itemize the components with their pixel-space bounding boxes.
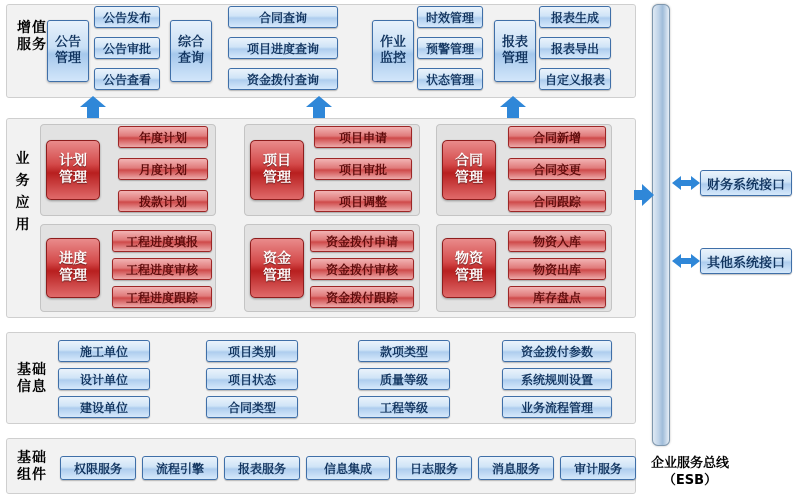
interface-other-system[interactable]: 其他系统接口 xyxy=(700,248,792,274)
esb-bar xyxy=(652,4,670,446)
arrow-up-1 xyxy=(80,96,106,118)
btn-appropriation-plan[interactable]: 拨款计划 xyxy=(118,190,208,212)
btn-announcement-view[interactable]: 公告查看 xyxy=(94,68,160,90)
btn-custom-report[interactable]: 自定义报表 xyxy=(539,68,611,90)
btn-build-unit[interactable]: 建设单位 xyxy=(58,396,150,418)
btn-contract-change[interactable]: 合同变更 xyxy=(508,158,606,180)
btn-fund-payment-params[interactable]: 资金拨付参数 xyxy=(502,340,612,362)
btn-progress-report[interactable]: 工程进度填报 xyxy=(112,230,212,252)
btn-announcement-approve[interactable]: 公告审批 xyxy=(94,37,160,59)
btn-construction-unit[interactable]: 施工单位 xyxy=(58,340,150,362)
btn-progress-review[interactable]: 工程进度审核 xyxy=(112,258,212,280)
btn-payment-type[interactable]: 款项类型 xyxy=(358,340,450,362)
btn-alert-management[interactable]: 预警管理 xyxy=(417,37,483,59)
btn-permission-service[interactable]: 权限服务 xyxy=(60,456,136,480)
btn-info-integration[interactable]: 信息集成 xyxy=(306,456,390,480)
btn-project-progress-query[interactable]: 项目进度查询 xyxy=(228,37,338,59)
btn-system-rule-setting[interactable]: 系统规则设置 xyxy=(502,368,612,390)
arrow-double-other xyxy=(672,252,700,270)
module-job-monitor[interactable]: 作业 监控 xyxy=(372,20,414,82)
btn-progress-track[interactable]: 工程进度跟踪 xyxy=(112,286,212,308)
btn-contract-type[interactable]: 合同类型 xyxy=(206,396,298,418)
band-label-business: 业 务 应 用 xyxy=(15,151,31,233)
module-material-management[interactable]: 物资 管理 xyxy=(442,238,496,298)
btn-monthly-plan[interactable]: 月度计划 xyxy=(118,158,208,180)
btn-project-category[interactable]: 项目类别 xyxy=(206,340,298,362)
btn-contract-track[interactable]: 合同跟踪 xyxy=(508,190,606,212)
module-announcement[interactable]: 公告 管理 xyxy=(47,20,89,82)
btn-contract-query[interactable]: 合同查询 xyxy=(228,6,338,28)
btn-contract-add[interactable]: 合同新增 xyxy=(508,126,606,148)
btn-annual-plan[interactable]: 年度计划 xyxy=(118,126,208,148)
arrow-right-business-to-esb xyxy=(634,184,654,206)
module-plan-management[interactable]: 计划 管理 xyxy=(46,140,100,200)
arrow-double-finance xyxy=(672,174,700,192)
esb-label: 企业服务总线 （ESB） xyxy=(650,456,729,488)
btn-material-inbound[interactable]: 物资入库 xyxy=(508,230,606,252)
btn-inventory-check[interactable]: 库存盘点 xyxy=(508,286,606,308)
btn-fund-payment-track[interactable]: 资金拨付跟踪 xyxy=(310,286,414,308)
module-contract-management[interactable]: 合同 管理 xyxy=(442,140,496,200)
band-label-basic-info: 基础 信息 xyxy=(17,362,47,395)
btn-report-generate[interactable]: 报表生成 xyxy=(539,6,611,28)
btn-report-export[interactable]: 报表导出 xyxy=(539,37,611,59)
arrow-up-2 xyxy=(306,96,332,118)
btn-material-outbound[interactable]: 物资出库 xyxy=(508,258,606,280)
btn-timeliness-management[interactable]: 时效管理 xyxy=(417,6,483,28)
btn-message-service[interactable]: 消息服务 xyxy=(478,456,554,480)
interface-finance-system[interactable]: 财务系统接口 xyxy=(700,170,792,196)
btn-process-engine[interactable]: 流程引擎 xyxy=(142,456,218,480)
btn-project-adjust[interactable]: 项目调整 xyxy=(314,190,412,212)
btn-quality-grade[interactable]: 质量等级 xyxy=(358,368,450,390)
module-comprehensive-query[interactable]: 综合 查询 xyxy=(170,20,212,82)
arrow-up-3 xyxy=(500,96,526,118)
btn-report-service[interactable]: 报表服务 xyxy=(224,456,300,480)
btn-audit-service[interactable]: 审计服务 xyxy=(560,456,636,480)
btn-fund-payment-apply[interactable]: 资金拨付申请 xyxy=(310,230,414,252)
btn-log-service[interactable]: 日志服务 xyxy=(396,456,472,480)
btn-status-management[interactable]: 状态管理 xyxy=(417,68,483,90)
btn-project-grade[interactable]: 工程等级 xyxy=(358,396,450,418)
btn-fund-payment-review[interactable]: 资金拨付审核 xyxy=(310,258,414,280)
btn-fund-payment-query[interactable]: 资金拨付查询 xyxy=(228,68,338,90)
module-report[interactable]: 报表 管理 xyxy=(494,20,536,82)
module-progress-management[interactable]: 进度 管理 xyxy=(46,238,100,298)
btn-business-process-management[interactable]: 业务流程管理 xyxy=(502,396,612,418)
btn-announcement-publish[interactable]: 公告发布 xyxy=(94,6,160,28)
band-label-basic-components: 基础 组件 xyxy=(17,450,47,483)
btn-project-apply[interactable]: 项目申请 xyxy=(314,126,412,148)
module-fund-management[interactable]: 资金 管理 xyxy=(250,238,304,298)
btn-design-unit[interactable]: 设计单位 xyxy=(58,368,150,390)
band-label-value-added: 增值 服务 xyxy=(17,20,47,53)
module-project-management[interactable]: 项目 管理 xyxy=(250,140,304,200)
btn-project-approve[interactable]: 项目审批 xyxy=(314,158,412,180)
btn-project-status[interactable]: 项目状态 xyxy=(206,368,298,390)
